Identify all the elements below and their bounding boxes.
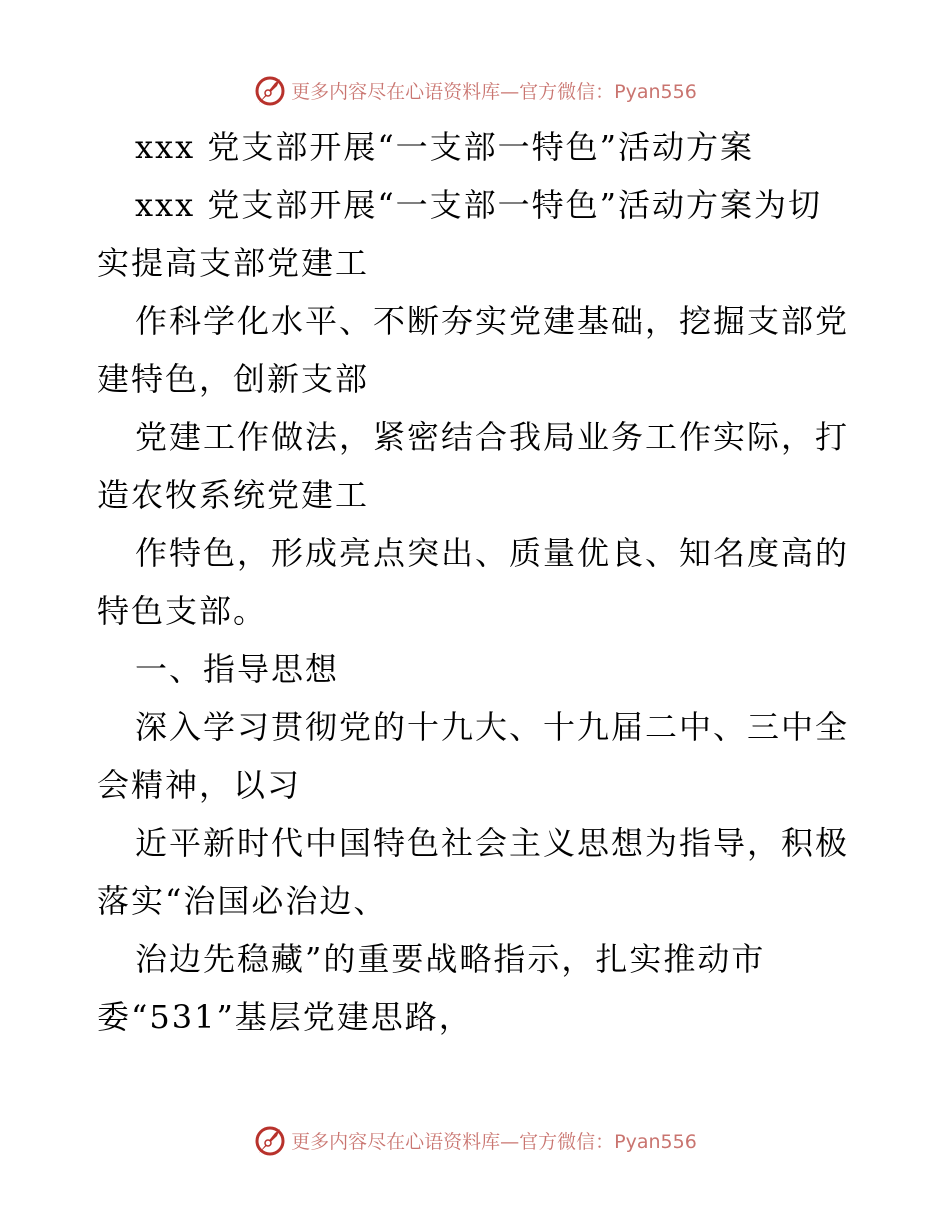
- text-line: 党建工作做法，紧密结合我局业务工作实际，打: [135, 418, 850, 456]
- text-line: 特色支部。: [97, 592, 268, 630]
- text-line: xxx 党支部开展“一支部一特色”活动方案为切: [135, 186, 823, 224]
- text-line: 实提高支部党建工: [97, 244, 370, 282]
- red-quill-logo-icon: [253, 73, 287, 107]
- text-line: 治边先稳藏”的重要战略指示，扎实推动市: [135, 940, 766, 978]
- text-line: 建特色，创新支部: [97, 360, 370, 398]
- text-line: 作特色，形成亮点突出、质量优良、知名度高的: [135, 534, 850, 572]
- text-line: 作科学化水平、不断夯实党建基础，挖掘支部党: [135, 302, 850, 340]
- text-line: 造农牧系统党建工: [97, 476, 370, 514]
- text-line: 委“531”基层党建思路，: [97, 998, 473, 1036]
- wechat-id: Pyan556: [614, 80, 697, 103]
- text-line: xxx 党支部开展“一支部一特色”活动方案: [135, 128, 755, 166]
- text-line: 深入学习贯彻党的十九大、十九届二中、三中全: [135, 708, 850, 746]
- red-quill-logo-icon: [253, 1123, 287, 1157]
- watermark-text: 更多内容尽在心语资料库—官方微信：Pyan556: [291, 1130, 697, 1153]
- text-line: 会精神，以习: [97, 766, 302, 804]
- document-body: [97, 118, 857, 1046]
- watermark-banner-bottom: [0, 1120, 950, 1160]
- watermark-text: 更多内容尽在心语资料库—官方微信：Pyan556: [291, 80, 697, 103]
- text-line: 落实“治国必治边、: [97, 882, 388, 920]
- watermark-banner-top: [0, 70, 950, 110]
- text-line: 近平新时代中国特色社会主义思想为指导，积极: [135, 824, 850, 862]
- text-line: 一、指导思想: [135, 650, 340, 688]
- wechat-id: Pyan556: [614, 1130, 697, 1153]
